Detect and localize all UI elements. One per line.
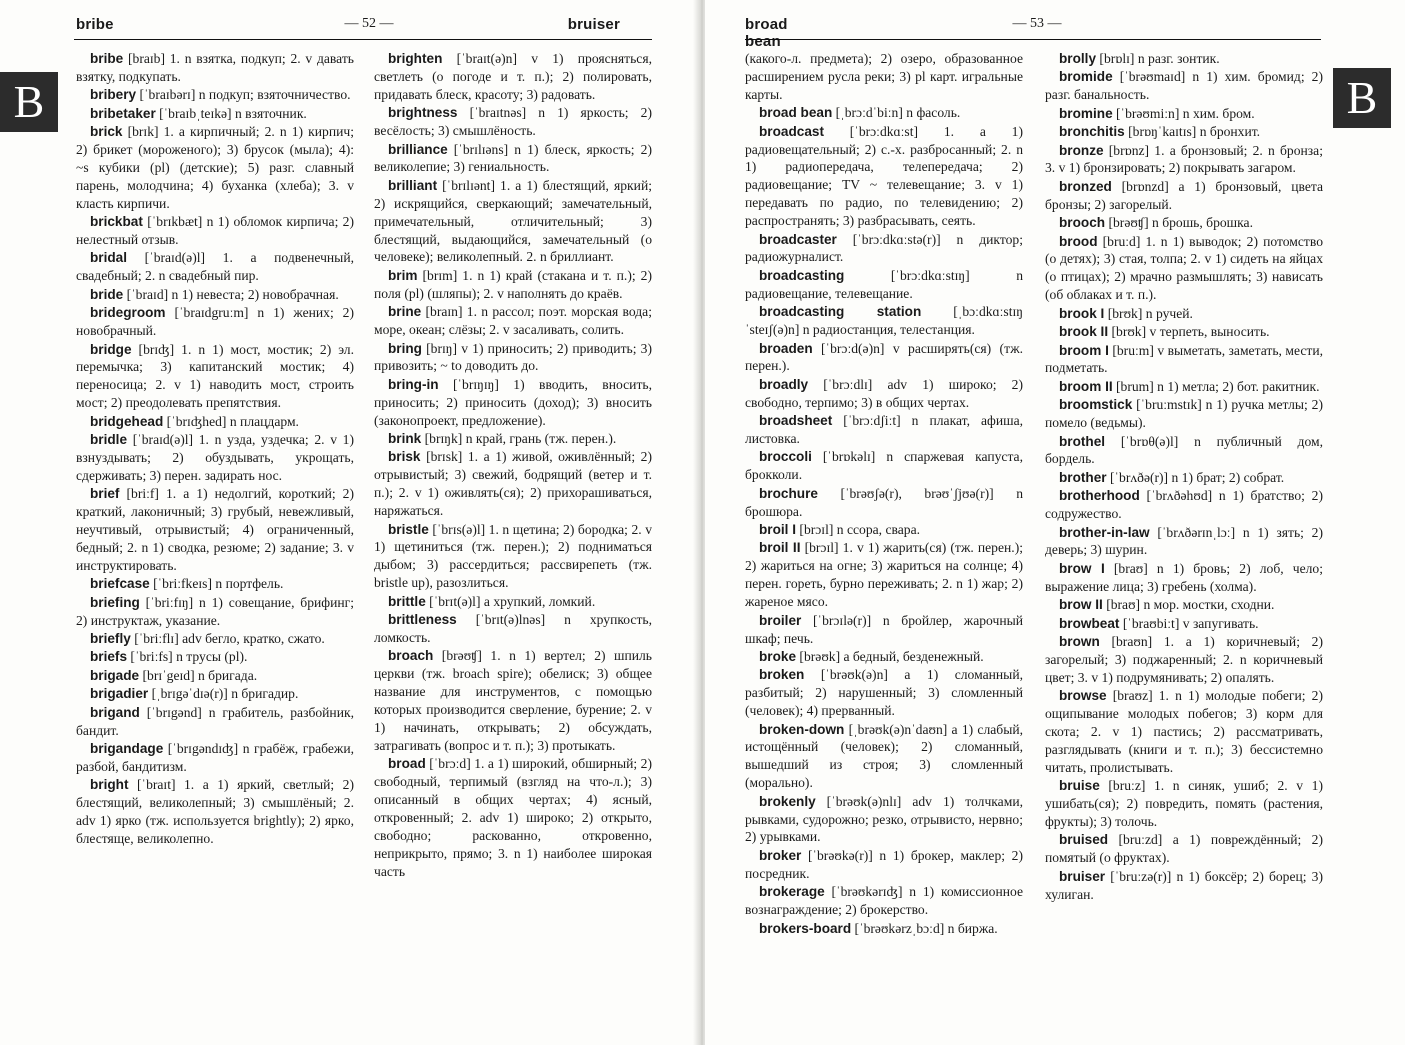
dictionary-entry [745, 412, 1023, 448]
entry-headword: bridle [90, 432, 128, 448]
entry-headword: brisk [388, 449, 421, 465]
dictionary-entry [1045, 868, 1323, 904]
entry-headword: bride [90, 286, 124, 302]
dictionary-entry [374, 430, 652, 448]
dictionary-entry [1045, 560, 1323, 596]
dictionary-entry [374, 267, 652, 303]
entry-definition: [ˈbraɪd] n 1) невеста; 2) новобрачная. [123, 286, 339, 302]
entry-headword: broadsheet [759, 413, 833, 429]
dictionary-entry [1045, 123, 1323, 141]
entry-headword: bronzed [1059, 178, 1112, 194]
dictionary-entry [1045, 487, 1323, 523]
entry-definition: (какого-л. предмета); 2) озеро, образованное расширением русла реки; 3) pl карт. игральные карты. [745, 51, 1023, 102]
entry-headword: bronze [1059, 142, 1104, 158]
dictionary-entry [1045, 524, 1323, 560]
entry-definition: [ˈbrəʊkə(r)] n 1) брокер, маклер; 2) посредник. [745, 847, 1023, 881]
dictionary-entry [745, 303, 1023, 339]
dictionary-entry [1045, 68, 1323, 104]
entry-definition: [braʊ] n мор. мостки, сходни. [1102, 597, 1275, 613]
entry-headword: broadcasting station [759, 304, 922, 320]
entry-definition: [ˈbrɔːdlɪ] adv 1) широко; 2) свободно, терпимо; 3) в общих чертах. [745, 376, 1023, 410]
dictionary-entry [374, 755, 652, 880]
entry-definition: [ˈbrɔːdkɑːstɪŋ] n радиовещание, телевещание. [745, 267, 1023, 301]
entry-headword: brick [90, 124, 123, 140]
entry-definition: [ˈbriːfs] n трусы (pl). [127, 649, 248, 665]
entry-definition: [brʊk] v терпеть, выносить. [1108, 324, 1270, 340]
entry-headword: bridal [90, 250, 128, 266]
entry-definition: [ˈbrɒkəlɪ] n спаржевая капуста, брокколи. [745, 449, 1023, 483]
dictionary-entry [745, 883, 1023, 919]
entry-headword: briefly [90, 631, 131, 646]
right-page [567, 0, 1405, 1045]
entry-definition: [ˈbrɪgəndɪʤ] n грабёж, грабежи, разбой, бандитизм. [76, 740, 354, 774]
dictionary-entry [1045, 469, 1323, 487]
entry-headword: brink [388, 431, 422, 447]
dictionary-entry [1045, 687, 1323, 777]
entry-definition: [brɪsk] 1. a 1) живой, оживлённый; 2) отрывистый; 3) свежий, бодрящий (ветер и т. п.); 2. v 1) оживлять(ся); 2) прихорашиваться, наряжаться. [374, 449, 652, 519]
entry-headword: brighten [388, 51, 443, 66]
entry-definition: [ˈbrəʊkərzˌbɔːd] n биржа. [851, 920, 998, 936]
entry-headword: broccoli [759, 449, 812, 465]
dictionary-entry [745, 485, 1023, 521]
entry-definition: [ˈbrɔɪlə(r)] n бройлер, жарочный шкаф; печь. [745, 612, 1023, 646]
entry-definition: [ˈbrɪt(ə)lnəs] n хрупкость, ломкость. [374, 612, 652, 645]
right-column-1 [745, 50, 1023, 1040]
entry-definition: [ˈbraɪt(ə)n] v 1) проясняться, светлеть (о погоде и т. п.); 2) полировать, придавать блеск, красоту; 3) радовать. [374, 51, 652, 102]
dictionary-entry [1045, 105, 1323, 123]
dictionary-entry [1045, 305, 1323, 323]
entry-headword: bribetaker [90, 105, 156, 121]
entry-headword: brokers-board [759, 920, 852, 936]
entry-headword: brooch [1059, 215, 1106, 231]
dictionary-entry [745, 648, 1023, 666]
dictionary-entry [745, 104, 1023, 122]
entry-definition: [ˈbraɪd(ə)l] 1. a подвенечный, свадебный; 2. n свадебный пир. [76, 250, 354, 284]
entry-definition: [ˈbrɔːd(ə)n] v расширять(ся) (тж. перен.). [745, 340, 1023, 374]
left-header-first-word: bribe [76, 16, 114, 33]
letter-tab-right: B [1333, 68, 1391, 128]
dictionary-entry [374, 647, 652, 754]
entry-definition: [ˈbrɔːdʃiːt] n плакат, афиша, листовка. [745, 413, 1023, 447]
dictionary-entry [745, 721, 1023, 793]
entry-headword: broom I [1059, 342, 1109, 358]
dictionary-entry [374, 50, 652, 104]
entry-headword: brown [1059, 634, 1100, 649]
entry-definition: [braʊn] 1. a 1) коричневый; 2) загорелый; 3) поджаренный; 2. n коричневый цвет; 3. v 1) подрумянивать; 2) опалять. [1045, 634, 1323, 685]
entry-headword: brochure [759, 485, 818, 501]
entry-definition: [ˈbrəʊkərɪʤ] n 1) комиссионное вознаграждение; 2) брокерство. [745, 884, 1023, 918]
entry-headword: browse [1059, 688, 1107, 704]
dictionary-entry [1045, 633, 1323, 687]
entry-definition: [braʊz] 1. n 1) молодые побеги; 2) ощипывание молодых побегов; 3) корм для скота; 2. v 1) пастись; 2) рассматривать, разглядывать (книги и т. п.); 3) бессистемно читать, пролистывать. [1045, 688, 1323, 775]
entry-definition: [brɒnzd] a 1) бронзовый, цвета бронзы; 2) загорелый. [1045, 178, 1323, 212]
entry-definition: [brɔɪl] n ссора, свара. [796, 522, 920, 538]
entry-headword: broil II [759, 540, 801, 556]
entry-headword: brokenly [759, 793, 816, 809]
dictionary-entry [745, 376, 1023, 412]
entry-headword: bristle [388, 521, 429, 537]
entry-definition: [ˈbrɪs(ə)l] 1. n щетина; 2) бородка; 2. v 1) щетиниться (тж. перен.); 2) подниматься дыбом; 3) рассердиться; рассвирепеть (тж. bristle up), разозлиться. [374, 521, 652, 591]
entry-headword: bruiser [1059, 868, 1106, 884]
entry-definition: [ˈbrəʊmaɪd] n 1) хим. бромид; 2) разг. банальность. [1045, 69, 1323, 103]
dictionary-entry [1045, 233, 1323, 305]
entry-definition: [ˈbrɔːd] 1. a 1) широкий, обширный; 2) свободный, терпимый (взгляд на что-л.); 3) описанный в общих чертах; 4) ясный, откровенный; 2. adv 1) широко; 2) открыто, свободно; раскованно, откровенно, неприкрыто, прямо; 3. n 1) наиболее широкая часть [374, 756, 652, 879]
entry-headword: briefs [90, 649, 128, 665]
entry-definition: [ˈbraɪd(ə)l] 1. n узда, уздечка; 2. v 1) взнуздывать; 2) обуздывать, укрощать, сдерживать; 3) перен. задирать нос. [76, 432, 354, 483]
dictionary-entry [76, 704, 354, 740]
left-column-2 [374, 50, 652, 1040]
entry-definition: [ˌbɔːdkɑːstɪŋ ˈsteɪʃ(ə)n] n радиостанция, телестанция. [745, 304, 1023, 338]
dictionary-entry [745, 340, 1023, 376]
entry-headword: brilliance [388, 141, 448, 157]
entry-headword: broom II [1059, 378, 1113, 394]
dictionary-entry [76, 341, 354, 413]
entry-headword: bribe [90, 51, 124, 66]
dictionary-entry [76, 123, 354, 213]
dictionary-entry [745, 231, 1023, 267]
dictionary-entry [745, 920, 1023, 938]
entry-definition: [brɪm] 1. n 1) край (стакана и т. п.); 2) поля (pl) (шляпы); 2. v наполнять до краёв. [374, 267, 652, 301]
dictionary-entry [76, 594, 354, 630]
entry-headword: brine [388, 304, 422, 320]
dictionary-entry [1045, 433, 1323, 469]
entry-headword: brood [1059, 233, 1098, 249]
entry-definition: [brəʊk] a бедный, безденежный. [796, 648, 984, 664]
dictionary-entry [76, 575, 354, 593]
entry-definition: [ˈbraɪdgruːm] n 1) жених; 2) новобрачный. [76, 305, 354, 339]
entry-headword: brokerage [759, 884, 825, 900]
left-page-number: — 52 — [344, 16, 394, 31]
dictionary-entry [76, 485, 354, 575]
entry-definition: [brɪk] 1. a кирпичный; 2. n 1) кирпич; 2) брикет (мороженого); 3) брусок (мыла); 4): ~s кубики (pl) (детские); 5) разг. славный парень, молодчина; 4) буханка (хлеба); 3. v класть кирпичи. [76, 124, 354, 211]
dictionary-entry [1045, 50, 1323, 68]
entry-definition: [ˈbrəʊʃə(r), brəʊˈʃjʊə(r)] n брошюра. [745, 485, 1023, 519]
entry-headword: brotherhood [1059, 488, 1140, 504]
entry-definition: [ˈbraɪbˌteɪkə] n взяточник. [155, 105, 307, 121]
entry-definition: [ˈbrəʊmiːn] n хим. бром. [1112, 105, 1255, 121]
entry-definition: [brɪŋ] v 1) приносить; 2) приводить; 3) привозить; ~ to доводить до. [374, 340, 652, 374]
right-header-last-word: bruiser [567, 16, 620, 33]
entry-headword: bruised [1059, 832, 1109, 848]
entry-definition: [brəʊʧ] 1. n 1) вертел; 2) шпиль церкви (тж. broach spire); обелиск; 3) общее название для инструментов, с помощью которых производится сверление, бурение; 2. v 1) начинать, открывать; 2) обсуждать, затрагивать (вопрос и т. п.); 3) протыкать. [374, 648, 652, 753]
entry-definition: [brɪˈgeɪd] n бригада. [139, 667, 258, 683]
entry-headword: broker [759, 847, 802, 863]
entry-headword: broadcast [759, 123, 824, 139]
entry-definition: [ˌbrəʊk(ə)nˈdaʊn] a 1) слабый, истощённый (человек); 2) сломанный, вышедший из строя; 3) сломленный (морально). [745, 721, 1023, 791]
entry-definition: [brʊk] n ручей. [1104, 305, 1193, 321]
entry-definition: [ˌbrɪgəˈdɪə(r)] n бригадир. [148, 686, 299, 702]
entry-definition: [brum] n 1) метла; 2) бот. ракитник. [1112, 378, 1320, 394]
entry-headword: brigandage [90, 740, 164, 756]
dictionary-entry [1045, 323, 1323, 341]
entry-headword: broadcasting [759, 267, 845, 283]
entry-headword: briefcase [90, 576, 150, 592]
entry-definition: [ˈbrɪgənd] n грабитель, разбойник, бандит. [76, 704, 354, 738]
dictionary-entry [374, 611, 652, 647]
dictionary-entry [745, 539, 1023, 611]
entry-headword: broomstick [1059, 397, 1133, 413]
dictionary-entry [374, 448, 652, 520]
dictionary-entry [76, 431, 354, 485]
dictionary-entry [1045, 214, 1323, 232]
dictionary-entry [1045, 831, 1323, 867]
dictionary-entry [745, 521, 1023, 539]
dictionary-entry [76, 740, 354, 776]
entry-headword: brickbat [90, 214, 143, 230]
entry-headword: briefing [90, 594, 140, 610]
entry-headword: brother-in-law [1059, 524, 1150, 540]
entry-headword: bridgehead [90, 413, 164, 429]
entry-headword: broil I [759, 522, 797, 538]
entry-headword: broaden [759, 340, 813, 356]
entry-headword: broiler [759, 612, 802, 628]
entry-definition: [ˈbrəʊk(ə)nlɪ] adv 1) толчками, рывками, судорожно; резко, отрывисто, нервно; 2) урывками. [745, 793, 1023, 845]
dictionary-entry [374, 593, 652, 611]
dictionary-entry [745, 50, 1023, 104]
right-header-first-word: broad bean [745, 16, 788, 50]
dictionary-entry [76, 413, 354, 431]
entry-definition: [ˈbrɪlɪəns] n 1) блеск, яркость; 2) великолепие; 3) гениальность. [374, 141, 652, 175]
dictionary-entry [76, 50, 354, 86]
dictionary-entry [1045, 178, 1323, 214]
entry-definition: [bruːz] 1. n синяк, ушиб; 2. v 1) ушибать(ся); 2) повредить, помять (растения, фрукты); 3) толочь. [1045, 778, 1323, 830]
entry-definition: [ˈbruːzə(r)] n 1) боксёр; 2) борец; 3) хулиган. [1045, 868, 1323, 902]
entry-definition: [brɒnz] 1. a бронзовый; 2. n бронза; 3. v 1) бронзировать; 2) покрывать загаром. [1045, 142, 1323, 176]
entry-definition: [ˈbriːfɪŋ] n 1) совещание, брифинг; 2) инструктаж, указание. [76, 594, 354, 628]
dictionary-entry [1045, 596, 1323, 614]
dictionary-entry [76, 630, 354, 648]
entry-headword: brook II [1059, 324, 1109, 340]
right-page-number: — 53 — [1012, 16, 1062, 31]
entry-headword: brow II [1059, 597, 1103, 613]
entry-headword: bromine [1059, 105, 1113, 121]
dictionary-entry [374, 104, 652, 140]
entry-headword: brow I [1059, 560, 1105, 576]
entry-definition: [brɔɪl] 1. v 1) жарить(ся) (тж. перен.); 2) жариться на огне; 3) жариться на солнце; 4) перен. гореть, бурно переживать; 2. n 1) жар; 2) жареное мясо. [745, 540, 1023, 610]
entry-definition: [ˈbriːflɪ] adv бегло, кратко, сжато. [130, 631, 325, 646]
dictionary-entry [1045, 777, 1323, 831]
entry-definition: [ˈbrɔːdkɑːst] 1. a 1) радиовещательный; 2) с.-х. разбросанный; 2. n 1) радиопередача, телепередача; 2) радиовещание; TV ~ телевещание; 3. v 1) передавать по радио, по телевидению; 2) распространять; 3) разбрасывать, сеять. [745, 123, 1023, 229]
entry-headword: broken [759, 667, 805, 683]
entry-headword: bruise [1059, 778, 1100, 794]
entry-definition: [braɪn] 1. n рассол; поэт. морская вода; море, океан; слёзы; 2. v засаливать, солить. [374, 304, 652, 338]
dictionary-entry [76, 667, 354, 685]
left-page [0, 0, 700, 1045]
entry-definition: [ˈbrɪlɪənt] 1. a 1) блестящий, яркий; 2) искрящийся, сверкающий; замечательный, примечательный, отличительный; 3) блестящий, выдающийся, замечательный (о человеке); великолепный. 2. n бриллиант. [374, 177, 652, 265]
entry-definition: [ˈbrɔːdkɑːstə(r)] n диктор; радиожурналист. [745, 231, 1023, 265]
entry-headword: brigadier [90, 686, 149, 702]
entry-headword: brief [90, 486, 120, 502]
entry-headword: broken-down [759, 721, 845, 737]
entry-headword: brothel [1059, 433, 1106, 449]
dictionary-entry [76, 105, 354, 123]
dictionary-entry [745, 847, 1023, 883]
entry-headword: bring [388, 340, 422, 356]
dictionary-entry [76, 776, 354, 848]
left-column-1 [76, 50, 354, 1040]
dictionary-entry [374, 303, 652, 339]
dictionary-entry [374, 141, 652, 177]
entry-headword: brolly [1059, 51, 1097, 66]
entry-definition: [ˈbraɪtnəs] n 1) яркость; 2) весёлость; 3) смышлёность. [374, 105, 652, 139]
dictionary-entry [745, 267, 1023, 303]
entry-definition: [briːf] 1. a 1) недолгий, короткий; 2) краткий, лаконичный; 3) грубый, невежливый, неучтивый, отрывистый; 4) ограниченный, бедный; 2. n 1) сводка, резюме; 2) задание; 3. v инструктировать. [76, 486, 354, 573]
dictionary-entry [745, 612, 1023, 648]
entry-headword: broad [388, 756, 426, 772]
entry-headword: bromide [1059, 69, 1113, 85]
entry-definition: [ˈbrɪŋɪŋ] 1) вводить, вносить, приносить; 2) приносить (доход); 3) вносить (законопроект, предложение). [374, 376, 652, 428]
entry-definition: [brɒlɪ] n разг. зонтик. [1096, 51, 1220, 66]
dictionary-entry [1045, 615, 1323, 633]
dictionary-entry [745, 123, 1023, 230]
entry-headword: brilliant [388, 177, 438, 193]
entry-definition: [ˈbriːfkeɪs] n портфель. [149, 576, 284, 592]
dictionary-entry [76, 648, 354, 666]
dictionary-entry [1045, 142, 1323, 178]
entry-headword: brightness [388, 105, 458, 121]
dictionary-entry [76, 86, 354, 104]
dictionary-entry [76, 286, 354, 304]
entry-headword: broadly [759, 376, 809, 392]
entry-headword: bribery [90, 87, 137, 103]
entry-headword: bright [90, 777, 129, 793]
entry-headword: brittle [388, 593, 426, 609]
dictionary-entry [745, 793, 1023, 847]
entry-definition: [brɪŋk] n край, грань (тж. перен.). [421, 431, 617, 447]
entry-definition: [ˈbrʌðəhʊd] n 1) братство; 2) содружество. [1045, 488, 1323, 522]
dictionary-entry [374, 177, 652, 267]
entry-headword: browbeat [1059, 615, 1120, 631]
entry-headword: bronchitis [1059, 124, 1125, 140]
dictionary-entry [1045, 396, 1323, 432]
dictionary-entry [76, 304, 354, 340]
dictionary-entry [745, 666, 1023, 720]
entry-definition: [ˈbrɒθ(ə)l] n публичный дом, бордель. [1045, 433, 1323, 467]
entry-definition: [ˈbrɪʤhed] n плацдарм. [163, 413, 299, 429]
dictionary-entry [374, 376, 652, 430]
entry-definition: [bruːd] 1. n 1) выводок; 2) потомство (о детях); 3) стая, толпа; 2. v 1) сидеть на яйцах (о птицах); 2) мрачно размышлять; 3) нависать (об облаках и т. п.). [1045, 233, 1323, 303]
entry-headword: brittleness [388, 612, 457, 628]
entry-definition: [ˈbrɪt(ə)l] a хрупкий, ломкий. [425, 593, 596, 609]
entry-headword: bridge [90, 341, 132, 357]
entry-headword: brother [1059, 469, 1107, 485]
entry-definition: [ˈbrəʊk(ə)n] a 1) сломанный, разбитый; 2) нарушенный; 3) сломленный (человек); 4) прерванный. [745, 667, 1023, 719]
entry-headword: broach [388, 648, 434, 664]
entry-definition: [ˌbrɔːdˈbiːn] n фасоль. [832, 105, 961, 121]
dictionary-entry [1045, 378, 1323, 396]
entry-definition: [braɪb] 1. n взятка, подкуп; 2. v давать взятку, подкупать. [76, 51, 354, 84]
entry-definition: [ˈbrɪkbæt] n 1) обломок кирпича; 2) нелестный отзыв. [76, 214, 354, 248]
entry-headword: broad bean [759, 105, 833, 121]
entry-headword: brook I [1059, 305, 1105, 321]
entry-headword: brigand [90, 704, 140, 720]
entry-definition: [bruːzd] a 1) повреждённый; 2) помятый (о фруктах). [1045, 832, 1323, 866]
dictionary-entry [374, 521, 652, 593]
entry-definition: [brɒŋˈkaɪtɪs] n бронхит. [1124, 124, 1261, 140]
entry-definition: [brəʊʧ] n брошь, брошка. [1105, 215, 1253, 231]
entry-headword: bring-in [388, 376, 439, 392]
entry-definition: [ˈbraɪt] 1. a 1) яркий, светлый; 2) блестящий, великолепный; 3) смышлёный; 2. adv 1) ярко (тж. используется brightly); 2) ярко, блестяще, великолепно. [76, 777, 354, 846]
entry-headword: brigade [90, 667, 140, 683]
entry-definition: [ˈbruːmstɪk] n 1) ручка метлы; 2) помело (ведьмы). [1045, 397, 1323, 431]
dictionary-entry [1045, 342, 1323, 378]
entry-headword: brim [388, 267, 418, 283]
entry-headword: bridegroom [90, 305, 166, 321]
entry-definition: [braʊ] n 1) бровь; 2) лоб, чело; выражение лица; 3) гребень (холма). [1045, 560, 1323, 594]
dictionary-entry [76, 213, 354, 249]
entry-definition: [ˈbrʌðərɪnˌlɔː] n 1) зять; 2) деверь; 3) шурин. [1045, 524, 1323, 558]
dictionary-entry [745, 448, 1023, 484]
dictionary-entry [76, 685, 354, 703]
entry-definition: [ˈbrʌðə(r)] n 1) брат; 2) собрат. [1106, 469, 1285, 485]
letter-tab-left: B [0, 72, 58, 132]
dictionary-entry [374, 340, 652, 376]
right-header-rule [745, 39, 1321, 40]
entry-definition: [brɪʤ] 1. n 1) мост, мостик; 2) эл. перемычка; 3) капитанский мостик; 4) переносица; 2. v 1) наводить мост, строить мост; 2) преодолевать препятствия. [76, 341, 354, 411]
entry-headword: broadcaster [759, 231, 837, 247]
left-header-rule [74, 39, 652, 40]
dictionary-entry [76, 249, 354, 285]
right-column-2 [1045, 50, 1323, 1040]
entry-headword: broke [759, 648, 797, 664]
entry-definition: [ˈbraʊbiːt] v запугивать. [1119, 615, 1259, 631]
entry-definition: [ˈbraɪbərɪ] n подкуп; взяточничество. [136, 87, 351, 103]
entry-definition: [bruːm] v выметать, заметать, мести, подметать. [1045, 342, 1323, 376]
